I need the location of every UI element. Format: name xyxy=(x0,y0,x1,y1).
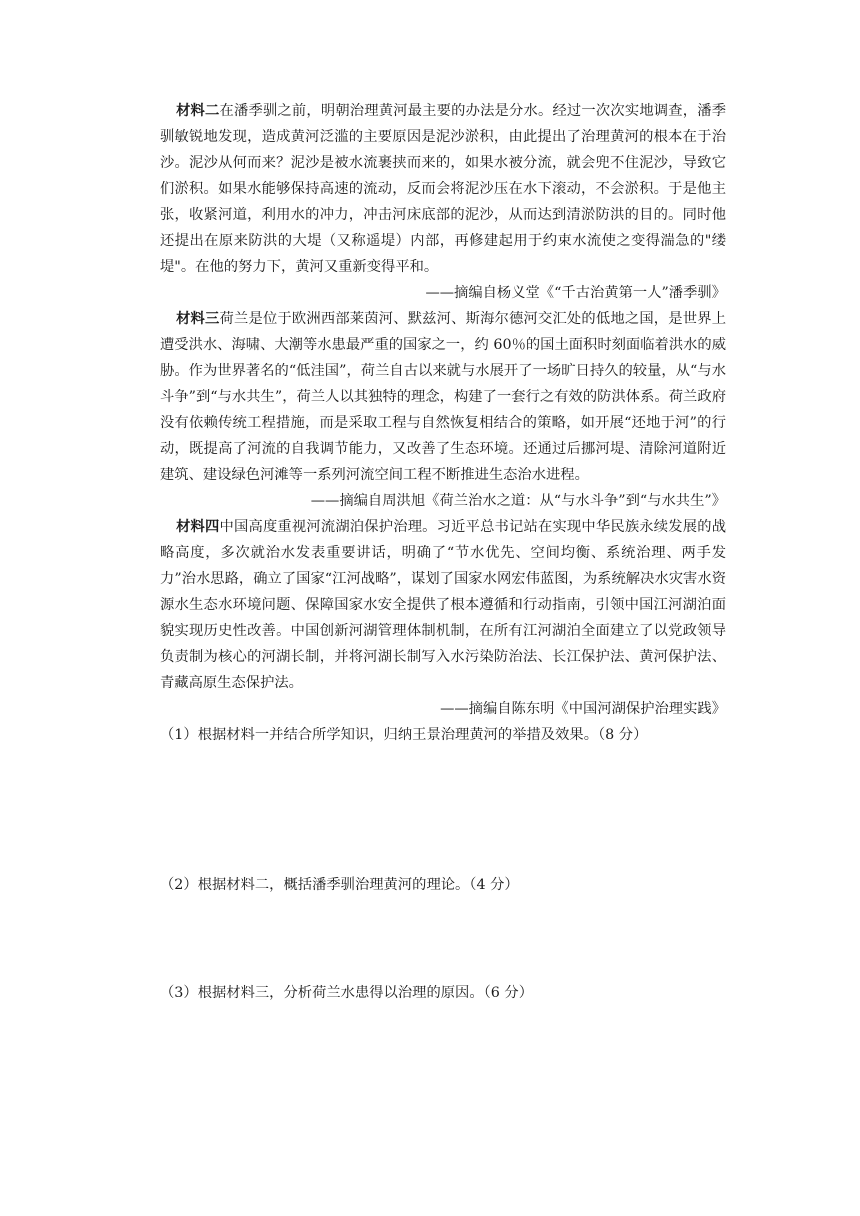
answer-space-1 xyxy=(160,748,726,872)
material-4-paragraph xyxy=(160,514,726,696)
material-3-paragraph xyxy=(160,306,726,488)
material-2-paragraph xyxy=(160,98,726,280)
material-3-source: ——摘编自周洪旭《荷兰治水之道：从“与水斗争”到“与水共生”》 xyxy=(310,493,726,509)
material-3-lead: 材料三 xyxy=(175,311,220,327)
material-3-text: 荷兰是位于欧洲西部莱茵河、默兹河、斯海尔德河交汇处的低地之国，是世界上遭受洪水、海啸、大潮等水患最严重的国家之一，约 60％的国土面积时刻面临着洪水的威胁。作为世界著名的“低洼国”，荷兰自古以来就与水展开了一场旷日持久的较量，从“与水斗争”到“与水共生”，荷兰人以其独特的理念，构建了一套行之有效的防洪体系。荷兰政府没有依赖传统工程措施，而是采取工程与自然恢复相结合的策略，如开展“还地于河”的行动，既提高了河流的自我调节能力，又改善了生态环境。还通过后挪河堤、清除河道附近建筑、建设绿色河滩等一系列河流空间工程不断推进生态治水进程。 xyxy=(160,311,727,483)
material-2-text: 在潘季驯之前，明朝治理黄河最主要的办法是分水。经过一次次实地调查，潘季驯敏锐地发现，造成黄河泛滥的主要原因是泥沙淤积，由此提出了治理黄河的根本在于治沙。泥沙从何而来？泥沙是被水流裹挟而来的，如果水被分流，就会兜不住泥沙，导致它们淤积。如果水能够保持高速的流动，反而会将泥沙压在水下滚动，不会淤积。于是他主张，收紧河道，利用水的冲力，冲击河床底部的泥沙，从而达到清淤防洪的目的。同时他还提出在原来防洪的大堤（又称遥堤）内部，再修建起用于约束水流使之变得湍急的"缕堤"。在他的努力下，黄河又重新变得平和。 xyxy=(160,103,726,275)
material-4-text: 中国高度重视河流湖泊保护治理。习近平总书记站在实现中华民族永续发展的战略高度，多次就治水发表重要讲话，明确了“节水优先、空间均衡、系统治理、两手发力”治水思路，确立了国家“江河战略”，谋划了国家水网宏伟蓝图，为系统解决水灾害水资源水生态水环境问题、保障国家水安全提供了根本遵循和行动指南，引领中国江河湖泊面貌实现历史性改善。中国创新河湖管理体制机制，在所有江河湖泊全面建立了以党政领导负责制为核心的河湖长制，并将河湖长制写入水污染防治法、长江保护法、黄河保护法、青藏高原生态保护法。 xyxy=(160,519,726,691)
material-4-lead: 材料四 xyxy=(175,519,220,535)
answer-space-2 xyxy=(160,898,726,980)
question-3: （3）根据材料三，分析荷兰水患得以治理的原因。（6 分） xyxy=(160,985,534,1001)
exam-content xyxy=(160,98,726,1006)
material-2-lead: 材料二 xyxy=(175,103,220,119)
question-2: （2）根据材料二，概括潘季驯治理黄河的理论。（4 分） xyxy=(160,877,519,893)
material-4-source: ——摘编自陈东明《中国河湖保护治理实践》 xyxy=(440,701,726,717)
question-1: （1）根据材料一并结合所学知识，归纳王景治理黄河的举措及效果。（8 分） xyxy=(160,727,648,743)
material-2-source: ——摘编自杨义堂《“千古治黄第一人”潘季驯》 xyxy=(425,285,726,301)
